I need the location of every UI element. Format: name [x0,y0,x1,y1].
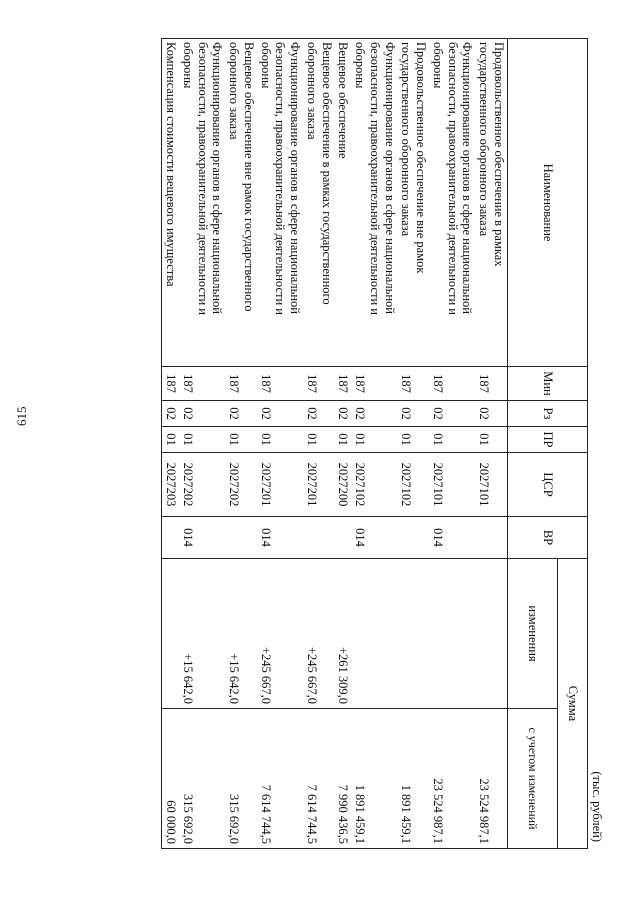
row-change [352,559,398,709]
row-change: +15 642,0 [226,559,258,709]
row-vr [476,517,508,559]
row-change [476,559,508,709]
row-total: 7 614 744,5 [257,709,303,849]
row-vr: 014 [179,517,225,559]
row-total: 23 524 987,1 [429,709,475,849]
header-vr: ВР [508,517,588,559]
row-csr: 2027101 [429,453,475,517]
row-min: 187 [429,367,475,401]
row-rz: 02 [398,401,430,427]
units-label: (тыс. рублей) [590,771,604,842]
row-change [398,559,430,709]
header-changes: изменения [508,559,558,709]
row-name: Продовольственное обеспечение в рамках государственного оборонного заказа [476,39,508,367]
row-name: Компенсация стоимости вещевого имущества [162,39,179,367]
row-name: Вещевое обеспечение вне рамок государственного оборонного заказа [226,39,258,367]
header-rz: Рз [508,401,588,427]
table-body [162,39,508,849]
budget-table [162,38,589,849]
row-change [429,559,475,709]
row-vr [162,517,179,559]
header-row-top [558,39,588,849]
table-row [303,39,335,849]
row-csr: 2027201 [303,453,335,517]
row-vr [398,517,430,559]
row-total: 7 990 436,5 [335,709,352,849]
row-min: 187 [179,367,225,401]
header-pr: ПР [508,427,588,453]
table-row [226,39,258,849]
row-change: +261 309,0 [335,559,352,709]
header-with-changes: с учетом изменений [508,709,558,849]
row-change: +245 667,0 [257,559,303,709]
row-rz: 02 [303,401,335,427]
table-row [429,39,475,849]
row-change: +15 642,0 [179,559,225,709]
table-row [179,39,225,849]
row-vr: 014 [429,517,475,559]
row-csr: 2027102 [398,453,430,517]
row-csr: 2027101 [476,453,508,517]
row-pr: 01 [398,427,430,453]
row-pr: 01 [162,427,179,453]
row-vr: 014 [352,517,398,559]
row-name: Вещевое обеспечение в рамках государственного оборонного заказа [303,39,335,367]
row-pr: 01 [257,427,303,453]
row-total: 7 614 744,5 [303,709,335,849]
header-min: Мин [508,367,588,401]
table-row [162,39,179,849]
row-csr: 2027102 [352,453,398,517]
row-pr: 01 [476,427,508,453]
row-change [162,559,179,709]
row-pr: 01 [352,427,398,453]
row-rz: 02 [257,401,303,427]
row-total: 60 000,0 [162,709,179,849]
table-row [352,39,398,849]
row-rz: 02 [429,401,475,427]
row-name: Функционирование органов в сфере национальной безопасности, правоохранительной деятельности и обороны [257,39,303,367]
row-csr: 2027202 [226,453,258,517]
row-csr: 2027203 [162,453,179,517]
row-pr: 01 [335,427,352,453]
row-rz: 02 [476,401,508,427]
row-min: 187 [398,367,430,401]
row-pr: 01 [179,427,225,453]
row-min: 187 [162,367,179,401]
row-pr: 01 [303,427,335,453]
row-rz: 02 [179,401,225,427]
row-name: Вещевое обеспечение [335,39,352,367]
row-total: 1 891 459,1 [398,709,430,849]
row-csr: 2027202 [179,453,225,517]
row-csr: 2027200 [335,453,352,517]
row-total: 315 692,0 [179,709,225,849]
row-rz: 02 [352,401,398,427]
row-vr [226,517,258,559]
row-min: 187 [352,367,398,401]
row-name: Функционирование органов в сфере национальной безопасности, правоохранительной деятельности и обороны [352,39,398,367]
row-name: Продовольственное обеспечение вне рамок государственного оборонного заказа [398,39,430,367]
table-row [476,39,508,849]
row-min: 187 [226,367,258,401]
header-name: Наименование [508,39,588,367]
row-total: 315 692,0 [226,709,258,849]
row-rz: 02 [226,401,258,427]
row-pr: 01 [226,427,258,453]
page-number: 615 [14,406,29,426]
row-min: 187 [257,367,303,401]
header-csr: ЦСР [508,453,588,517]
row-total: 1 891 459,1 [352,709,398,849]
table-row [335,39,352,849]
row-min: 187 [476,367,508,401]
row-vr [335,517,352,559]
row-vr [303,517,335,559]
row-csr: 2027201 [257,453,303,517]
row-name: Функционирование органов в сфере национальной безопасности, правоохранительной деятельности и обороны [179,39,225,367]
rotated-table-frame [98,38,608,848]
table-row [257,39,303,849]
header-sum: Сумма [558,559,588,849]
table-row [398,39,430,849]
row-pr: 01 [429,427,475,453]
row-name: Функционирование органов в сфере национальной безопасности, правоохранительной деятельности и обороны [429,39,475,367]
row-change: +245 667,0 [303,559,335,709]
row-min: 187 [335,367,352,401]
row-rz: 02 [162,401,179,427]
row-total: 23 524 987,1 [476,709,508,849]
row-vr: 014 [257,517,303,559]
row-min: 187 [303,367,335,401]
row-rz: 02 [335,401,352,427]
